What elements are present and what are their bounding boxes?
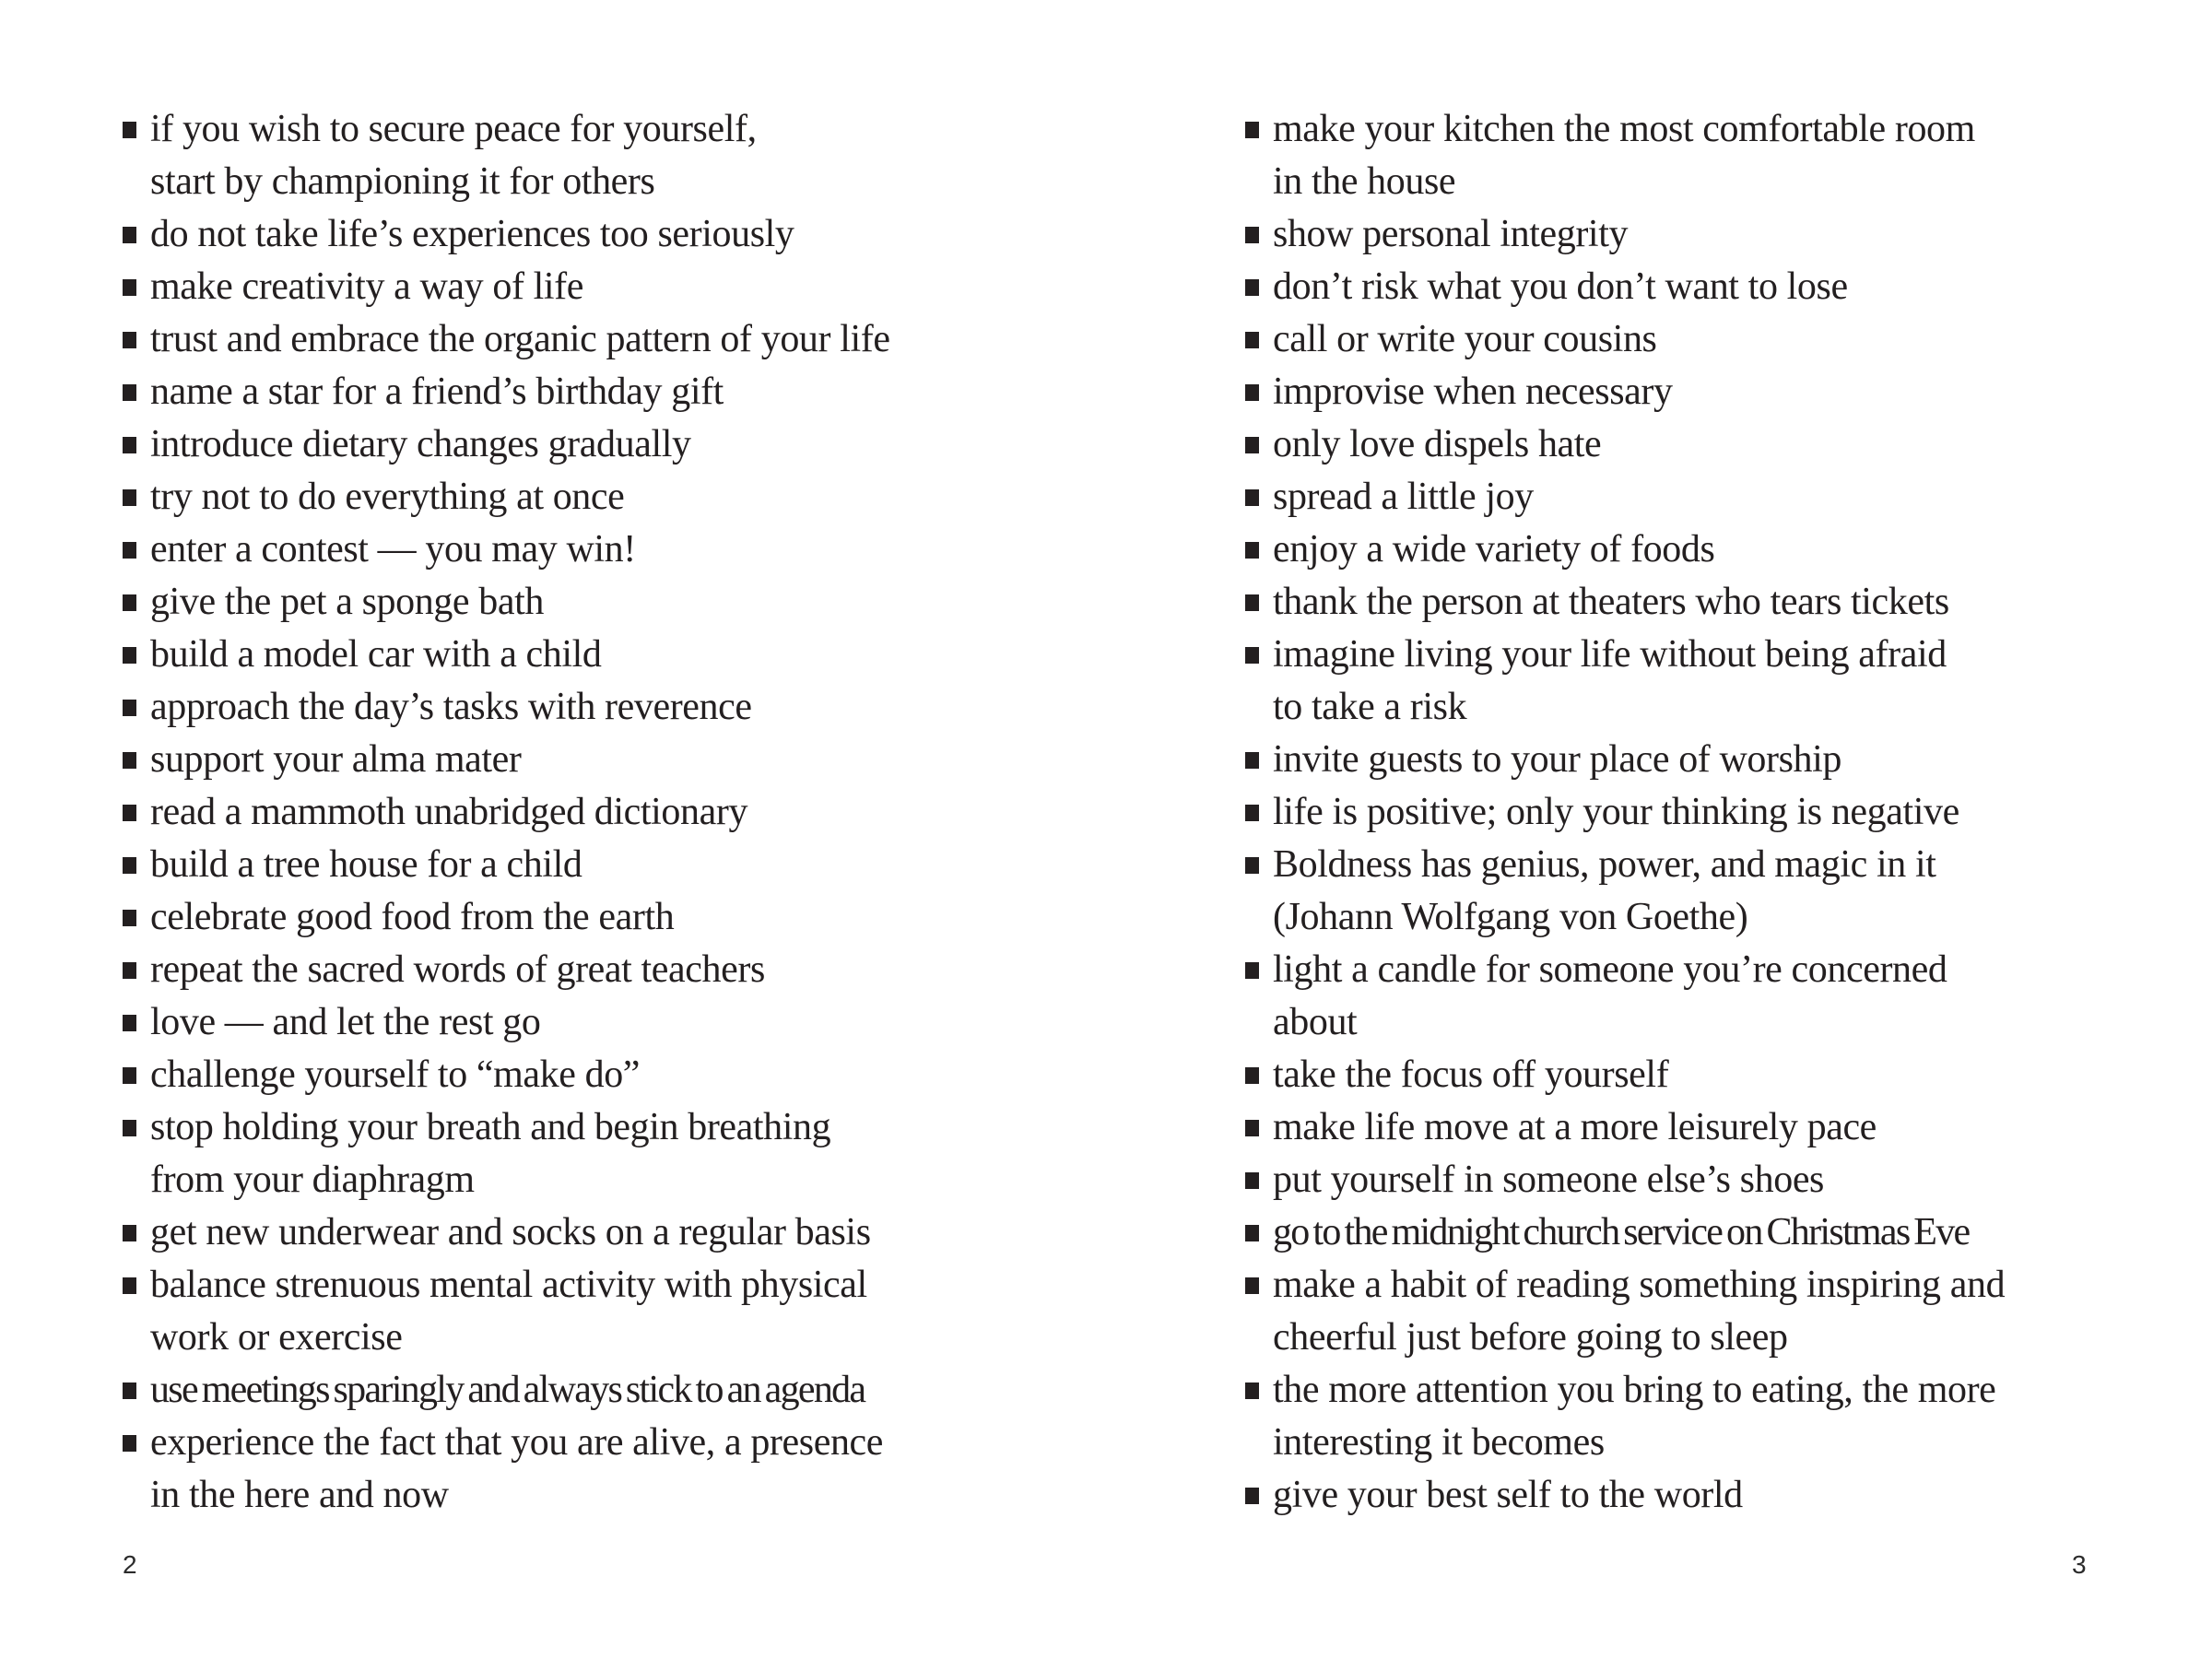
list-item: [1245, 418, 2167, 471]
bullet-square-icon: [1245, 489, 1259, 506]
bullet-square-icon: [123, 700, 136, 716]
bullet-square-icon: [123, 910, 136, 926]
bullet-square-icon: [1245, 1172, 1259, 1189]
list-item-line: about: [1273, 1001, 1358, 1043]
list-item: [123, 839, 1044, 891]
list-item: [123, 103, 1044, 208]
list-item-line: use meetings sparingly and always stick to an agenda: [150, 1369, 865, 1411]
list-item-line: go to the midnight church service on Christmas Eve: [1273, 1211, 1970, 1253]
list-item: [123, 366, 1044, 418]
list-item-line: stop holding your breath and begin breathing: [150, 1106, 831, 1148]
list-item: [123, 1364, 1044, 1417]
bullet-square-icon: [1245, 594, 1259, 611]
list-item: [1245, 261, 2167, 313]
list-item: [123, 524, 1044, 576]
list-item-line: experience the fact that you are alive, a presence: [150, 1421, 884, 1464]
bullet-square-icon: [123, 227, 136, 243]
list-item: [1245, 1469, 2167, 1522]
list-item-line: thank the person at theaters who tears tickets: [1273, 581, 1949, 623]
list-item-line: in the here and now: [150, 1474, 449, 1516]
list-item-line: try not to do everything at once: [150, 476, 625, 518]
list-item-line: get new underwear and socks on a regular basis: [150, 1211, 871, 1253]
list-item-line: approach the day’s tasks with reverence: [150, 686, 752, 728]
list-item-line: trust and embrace the organic pattern of your life: [150, 318, 890, 360]
bullet-square-icon: [1245, 437, 1259, 453]
bullet-square-icon: [123, 1277, 136, 1294]
list-item-line: love — and let the rest go: [150, 1001, 541, 1043]
list-item-line: make your kitchen the most comfortable room: [1273, 108, 1975, 150]
list-item: [1245, 786, 2167, 839]
list-item: [1245, 1364, 2167, 1469]
bullet-square-icon: [1245, 1277, 1259, 1294]
list-item: [123, 1101, 1044, 1206]
list-item-line: support your alma mater: [150, 738, 522, 781]
right-page-list: [1245, 103, 2167, 1522]
list-item: [123, 996, 1044, 1049]
list-item: [1245, 471, 2167, 524]
list-item: [123, 1259, 1044, 1364]
list-item: [1245, 103, 2167, 208]
list-item-line: the more attention you bring to eating, the more: [1273, 1369, 1996, 1411]
list-item-line: work or exercise: [150, 1316, 403, 1359]
bullet-square-icon: [123, 1382, 136, 1399]
bullet-square-icon: [123, 489, 136, 506]
list-item: [1245, 1154, 2167, 1206]
list-item: [123, 313, 1044, 366]
list-item: [123, 418, 1044, 471]
list-item-line: balance strenuous mental activity with physical: [150, 1264, 867, 1306]
bullet-square-icon: [123, 1120, 136, 1136]
bullet-square-icon: [1245, 227, 1259, 243]
bullet-square-icon: [1245, 1382, 1259, 1399]
list-item-line: show personal integrity: [1273, 213, 1629, 255]
list-item-line: make a habit of reading something inspiring and: [1273, 1264, 2006, 1306]
list-item-line: only love dispels hate: [1273, 423, 1602, 465]
list-item-line: give the pet a sponge bath: [150, 581, 544, 623]
list-item: [1245, 208, 2167, 261]
bullet-square-icon: [123, 332, 136, 348]
list-item: [1245, 944, 2167, 1049]
list-item-line: put yourself in someone else’s shoes: [1273, 1159, 1825, 1201]
list-item-line: challenge yourself to “make do”: [150, 1053, 641, 1096]
bullet-square-icon: [1245, 279, 1259, 296]
list-item-line: name a star for a friend’s birthday gift: [150, 371, 724, 413]
bullet-square-icon: [1245, 384, 1259, 401]
list-item-line: build a model car with a child: [150, 633, 602, 676]
bullet-square-icon: [1245, 962, 1259, 979]
bullet-square-icon: [123, 122, 136, 138]
list-item-line: spread a little joy: [1273, 476, 1534, 518]
list-item-line: cheerful just before going to sleep: [1273, 1316, 1788, 1359]
list-item: [123, 944, 1044, 996]
bullet-square-icon: [1245, 1488, 1259, 1504]
list-item-line: introduce dietary changes gradually: [150, 423, 691, 465]
bullet-square-icon: [1245, 1067, 1259, 1084]
list-item-line: give your best self to the world: [1273, 1474, 1743, 1516]
list-item-line: Boldness has genius, power, and magic in it: [1273, 843, 1936, 886]
list-item-line: don’t risk what you don’t want to lose: [1273, 265, 1848, 308]
list-item-line: celebrate good food from the earth: [150, 896, 675, 938]
bullet-square-icon: [123, 594, 136, 611]
list-item: [123, 629, 1044, 681]
bullet-square-icon: [1245, 752, 1259, 769]
list-item-line: in the house: [1273, 160, 1456, 203]
list-item: [123, 1049, 1044, 1101]
bullet-square-icon: [123, 962, 136, 979]
bullet-square-icon: [1245, 1225, 1259, 1241]
list-item-line: if you wish to secure peace for yourself,: [150, 108, 757, 150]
bullet-square-icon: [1245, 122, 1259, 138]
list-item-line: imagine living your life without being afraid: [1273, 633, 1947, 676]
list-item: [123, 208, 1044, 261]
list-item: [1245, 313, 2167, 366]
bullet-square-icon: [123, 647, 136, 664]
list-item-line: build a tree house for a child: [150, 843, 582, 886]
list-item-line: light a candle for someone you’re concerned: [1273, 948, 1947, 991]
bullet-square-icon: [123, 752, 136, 769]
list-item: [1245, 366, 2167, 418]
list-item-line: start by championing it for others: [150, 160, 655, 203]
list-item: [123, 891, 1044, 944]
bullet-square-icon: [1245, 857, 1259, 874]
list-item-line: call or write your cousins: [1273, 318, 1657, 360]
list-item: [1245, 1101, 2167, 1154]
bullet-square-icon: [123, 1067, 136, 1084]
list-item-line: interesting it becomes: [1273, 1421, 1605, 1464]
list-item: [1245, 1049, 2167, 1101]
list-item: [1245, 524, 2167, 576]
list-item: [123, 734, 1044, 786]
bullet-square-icon: [123, 1225, 136, 1241]
page-number: 2: [123, 1550, 137, 1579]
list-item-line: make life move at a more leisurely pace: [1273, 1106, 1877, 1148]
bullet-square-icon: [123, 279, 136, 296]
list-item: [123, 1417, 1044, 1522]
list-item: [123, 786, 1044, 839]
bullet-square-icon: [1245, 805, 1259, 821]
list-item-line: repeat the sacred words of great teachers: [150, 948, 765, 991]
bullet-square-icon: [123, 805, 136, 821]
list-item-line: to take a risk: [1273, 686, 1467, 728]
bullet-square-icon: [123, 857, 136, 874]
list-item-line: improvise when necessary: [1273, 371, 1673, 413]
list-item: [123, 1206, 1044, 1259]
page-number: 3: [2072, 1550, 2087, 1579]
bullet-square-icon: [1245, 542, 1259, 559]
list-item-line: invite guests to your place of worship: [1273, 738, 1842, 781]
list-item-line: from your diaphragm: [150, 1159, 475, 1201]
list-item-line: enter a contest — you may win!: [150, 528, 636, 571]
list-item: [123, 576, 1044, 629]
list-item-line: do not take life’s experiences too seriously: [150, 213, 794, 255]
bullet-square-icon: [1245, 647, 1259, 664]
list-item: [1245, 576, 2167, 629]
list-item: [1245, 734, 2167, 786]
list-item: [1245, 839, 2167, 944]
bullet-square-icon: [1245, 1120, 1259, 1136]
list-item: [1245, 1259, 2167, 1364]
list-item: [123, 261, 1044, 313]
list-item: [1245, 1206, 2167, 1259]
list-item-line: take the focus off yourself: [1273, 1053, 1669, 1096]
bullet-square-icon: [123, 542, 136, 559]
bullet-square-icon: [123, 1435, 136, 1452]
bullet-square-icon: [123, 437, 136, 453]
bullet-square-icon: [1245, 332, 1259, 348]
list-item-line: read a mammoth unabridged dictionary: [150, 791, 748, 833]
list-item: [123, 471, 1044, 524]
list-item-line: (Johann Wolfgang von Goethe): [1273, 896, 1748, 938]
list-item: [123, 681, 1044, 734]
bullet-square-icon: [123, 384, 136, 401]
list-item-line: enjoy a wide variety of foods: [1273, 528, 1715, 571]
list-item-line: life is positive; only your thinking is negative: [1273, 791, 1959, 833]
bullet-square-icon: [123, 1015, 136, 1031]
left-page-list: [123, 103, 1044, 1522]
list-item-line: make creativity a way of life: [150, 265, 584, 308]
list-item: [1245, 629, 2167, 734]
